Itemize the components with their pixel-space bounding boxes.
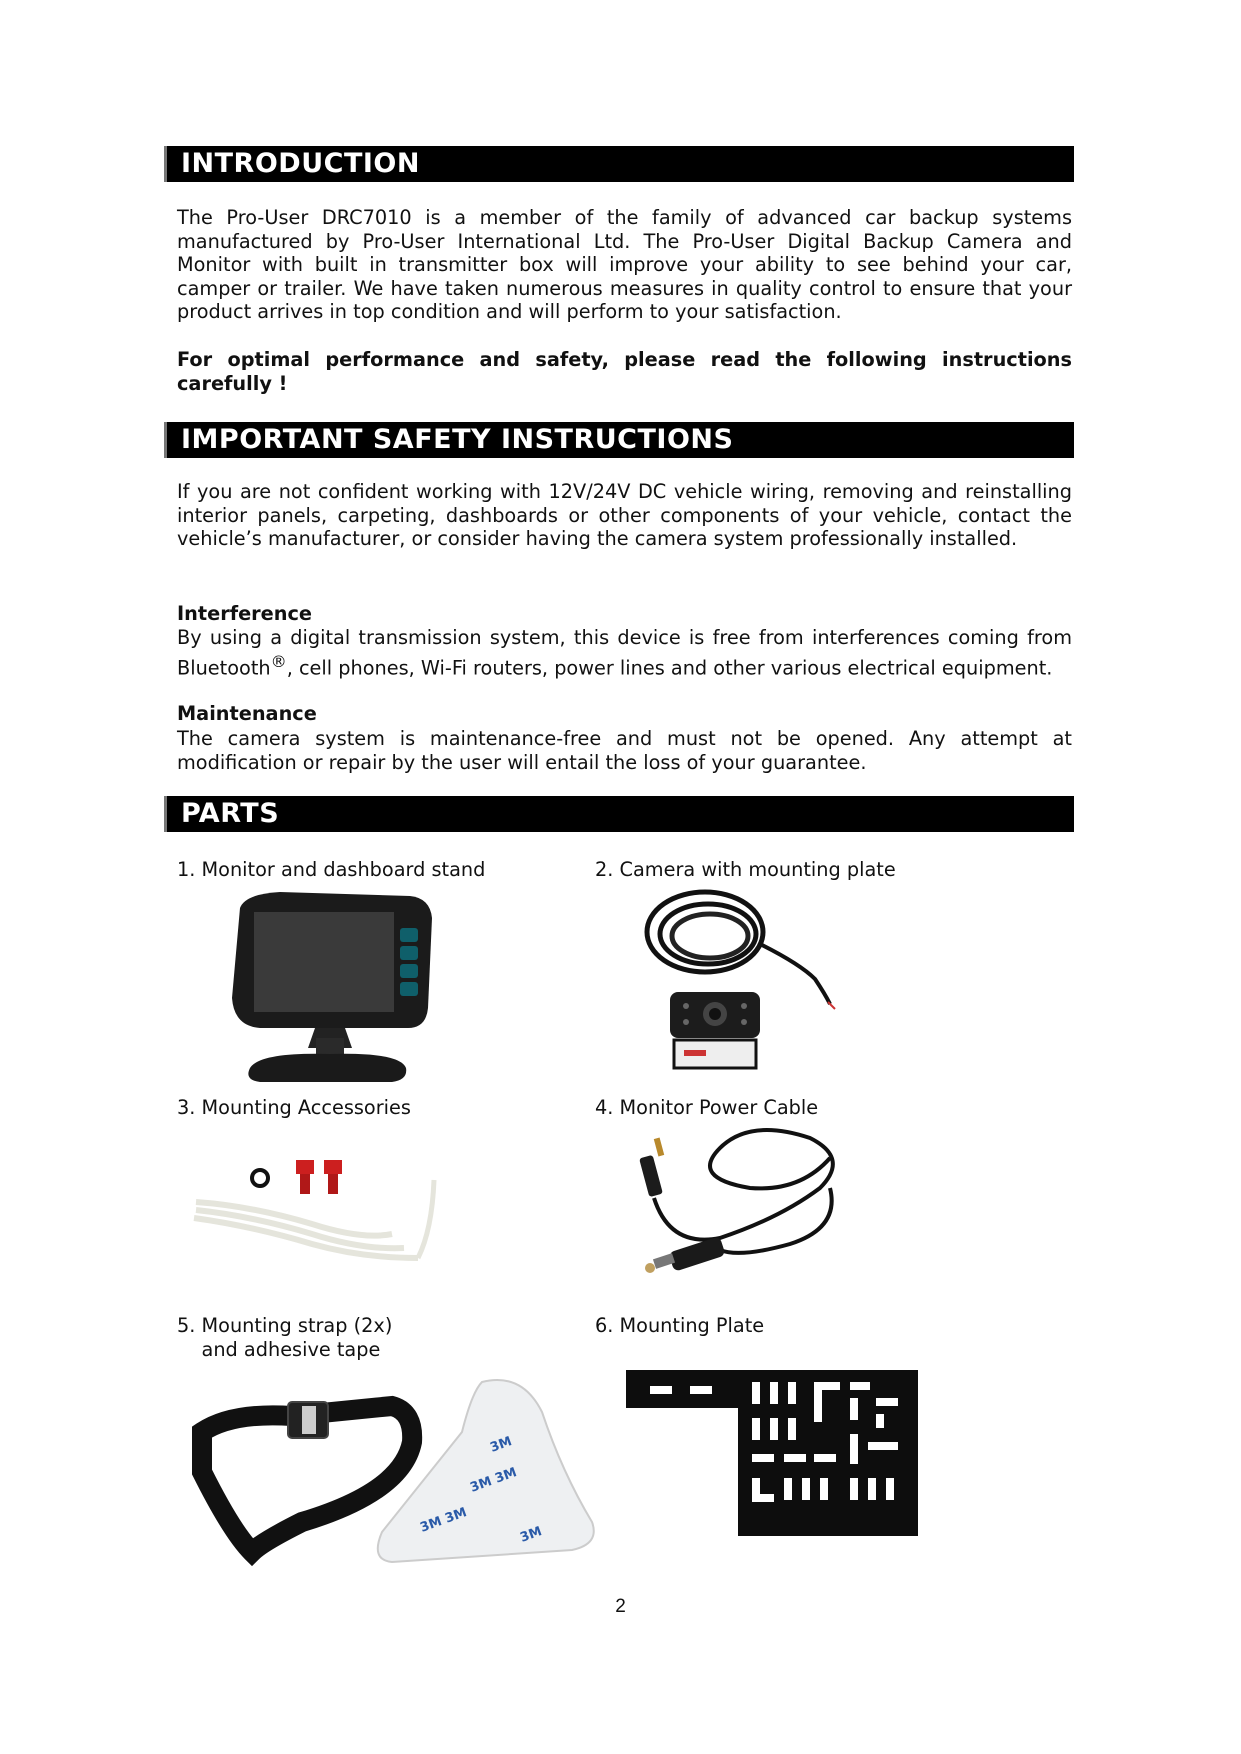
interference-text-1: By using a digital transmission system, this device is free from interferences coming from Bluetooth (177, 626, 1072, 679)
registered-mark: ® (270, 651, 287, 671)
interference-body (177, 626, 1072, 679)
mounting-plate-image (624, 1368, 920, 1538)
safety-body: If you are not confident working with 12V/24V DC vehicle wiring, removing and reinstalling interior panels, carpeting, dashboards or other components of your vehicle, contact the vehicle’s manufacturer, or consider having the camera system professionally installed. (177, 480, 1072, 550)
parts-heading: PARTS (164, 796, 1074, 832)
part-label-accessories: 3. Mounting Accessories (177, 1096, 411, 1119)
page-number: 2 (615, 1596, 626, 1617)
accessories-image (192, 1140, 442, 1270)
safety-heading: IMPORTANT SAFETY INSTRUCTIONS (164, 422, 1074, 458)
interference-title: Interference (177, 602, 312, 625)
svg-text:3M 3M: 3M 3M (418, 1505, 469, 1536)
part-label-mounting-plate: 6. Mounting Plate (595, 1314, 765, 1337)
svg-text:3M: 3M (518, 1524, 545, 1546)
svg-text:3M: 3M (488, 1434, 515, 1456)
camera-image (640, 884, 840, 1080)
svg-text:3M 3M: 3M 3M (468, 1465, 519, 1496)
part-label-camera: 2. Camera with mounting plate (595, 858, 896, 881)
strap-tape-image (192, 1372, 612, 1576)
power-cable-image (630, 1118, 860, 1276)
part-label-monitor: 1. Monitor and dashboard stand (177, 858, 486, 881)
maintenance-title: Maintenance (177, 702, 317, 725)
interference-text-2: , cell phones, Wi-Fi routers, power lines and other various electrical equipment. (286, 655, 1053, 679)
part-label-power-cable: 4. Monitor Power Cable (595, 1096, 819, 1119)
monitor-image (220, 888, 440, 1088)
part-label-strap: 5. Mounting strap (2x) and adhesive tape (177, 1314, 393, 1361)
introduction-heading: INTRODUCTION (164, 146, 1074, 182)
safety-notice: For optimal performance and safety, please read the following instructions carefully ! (177, 348, 1072, 395)
maintenance-body: The camera system is maintenance-free and must not be opened. Any attempt at modification or repair by the user will entail the loss of your guarantee. (177, 727, 1072, 774)
introduction-body: The Pro-User DRC7010 is a member of the family of advanced car backup systems manufactured by Pro-User International Ltd. The Pro-User Digital Backup Camera and Monitor with built in transmitter box will improve your ability to see behind your car, camper or trailer. We have taken numerous measures in quality control to ensure that your product arrives in top condition and will perform to your satisfaction. (177, 206, 1072, 323)
